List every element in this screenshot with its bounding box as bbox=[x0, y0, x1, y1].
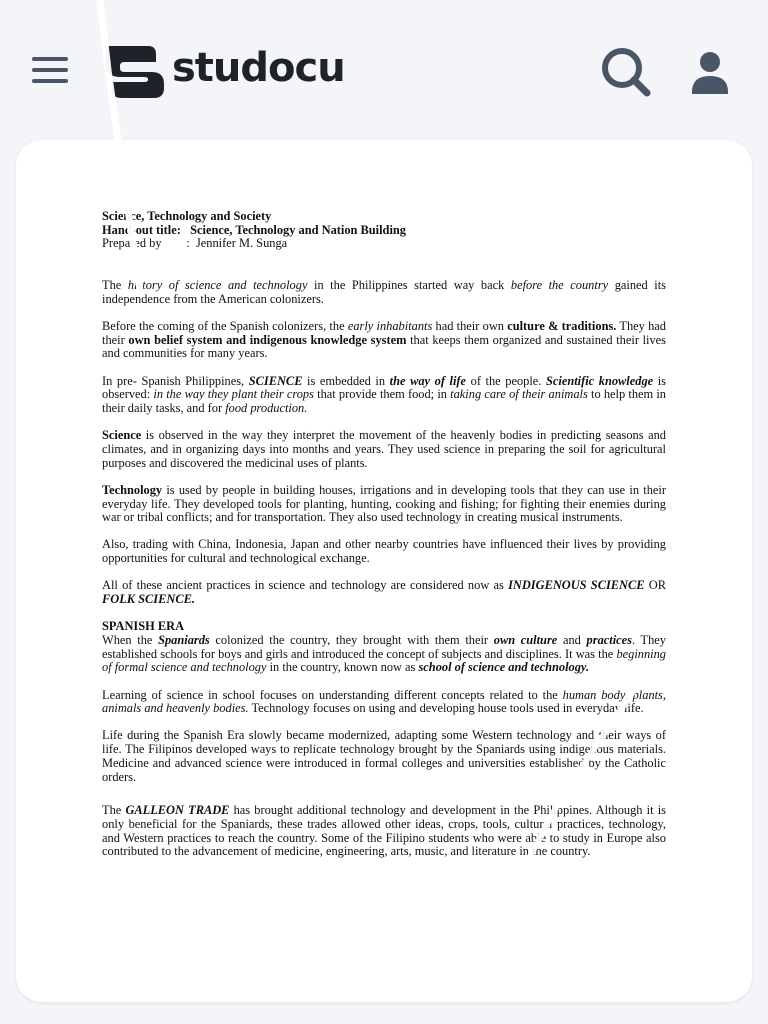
search-icon[interactable] bbox=[598, 44, 654, 100]
hamburger-menu-icon[interactable] bbox=[30, 54, 72, 88]
paragraph-pre-spanish: In pre- Spanish Philippines, SCIENCE is embedded in the way of life of the people. Scientific knowledge is observed: in the way they plant their crops that provide them food; in taking care of their animals to help them in their daily tasks, and for food production. bbox=[102, 373, 667, 416]
document-handout-title: Hand-out title: Science, Technology and Nation Building bbox=[102, 222, 406, 237]
studocu-logo[interactable] bbox=[104, 40, 345, 102]
document-viewer bbox=[16, 140, 752, 1002]
paragraph-trading: Also, trading with China, Indonesia, Japan and other nearby countries have influenced their lives by providing opportunities for cultural and technological exchange. bbox=[102, 537, 666, 566]
document-course-title: Science, Technology and Society bbox=[102, 209, 272, 223]
document-author: Prepared by : Jennifer M. Sunga bbox=[102, 236, 288, 251]
menu-line bbox=[32, 68, 68, 72]
paragraph-technology: Technology is used by people in building houses, irrigations and in developing tools that they can use in their everyday life. They developed tools for planting, hunting, cooking and fishing; for fighting their enemies during war or tribal conflicts; and for transportation. They also used technology in creating musical instruments. bbox=[102, 482, 666, 525]
top-navigation-bar bbox=[0, 0, 768, 140]
paragraph-science: Science is observed in the way they interpret the movement of the heavenly bodies in predicting seasons and climates, and in organizing days into months and years. They used science in preparing the soil for agricultural purposes and discovered the medicinal uses of plants. bbox=[102, 428, 666, 470]
menu-line bbox=[32, 57, 68, 61]
paragraph-modernization: Life during the Spanish Era slowly became modernized, adapting some Western technology and their ways of life. The Filipinos developed ways to replicate technology brought by the Spaniards using indigenous materials. Medicine and advanced science were introduced in formal colleges and universities established by the Catholic orders. bbox=[102, 728, 666, 784]
menu-line bbox=[32, 79, 68, 83]
paragraph-history: The history of science and technology in the Philippines started way back before the country gained its independence from the American colonizers. bbox=[102, 278, 666, 306]
logo-wordmark: studocu bbox=[172, 45, 345, 91]
studocu-logo-icon bbox=[104, 42, 166, 100]
paragraph-galleon-trade: The GALLEON TRADE has brought additional technology and development in the Philippines. Although it is only beneficial for the Spaniards, these trades allowed other ideas, crops, tools, cultural practices, technology, and Western practices to reach the country. Some of the Filipino students who were able to study in Europe also contributed to the advancement of medicine, engineering, arts, music, and literature in the country. bbox=[102, 803, 666, 859]
paragraph-indigenous-science: All of these ancient practices in science and technology are considered now as INDIGENOUS SCIENCE OR FOLK SCIENCE. bbox=[102, 578, 666, 607]
paragraph-early-inhabitants: Before the coming of the Spanish colonizers, the early inhabitants had their own culture & traditions. They had their own belief system and indigenous knowledge system that keeps them organized and sustained their lives and communities for many years. bbox=[102, 319, 667, 361]
user-icon[interactable] bbox=[688, 50, 732, 96]
document-page bbox=[102, 210, 666, 873]
paragraph-spaniards: When the Spaniards colonized the country, they brought with them their own culture and practices. They established schools for boys and girls and introduced the concept of subjects and disciplines. It was the beginning of formal science and technology in the country, known now as school of science and technology. bbox=[102, 632, 666, 675]
paragraph-learning: Learning of science in school focuses on understanding different concepts related to the human body, plants, animals and heavenly bodies. Technology focuses on using and developing house tools used in everyday life. bbox=[102, 687, 666, 716]
section-heading-spanish-era: SPANISH ERA bbox=[102, 619, 185, 634]
